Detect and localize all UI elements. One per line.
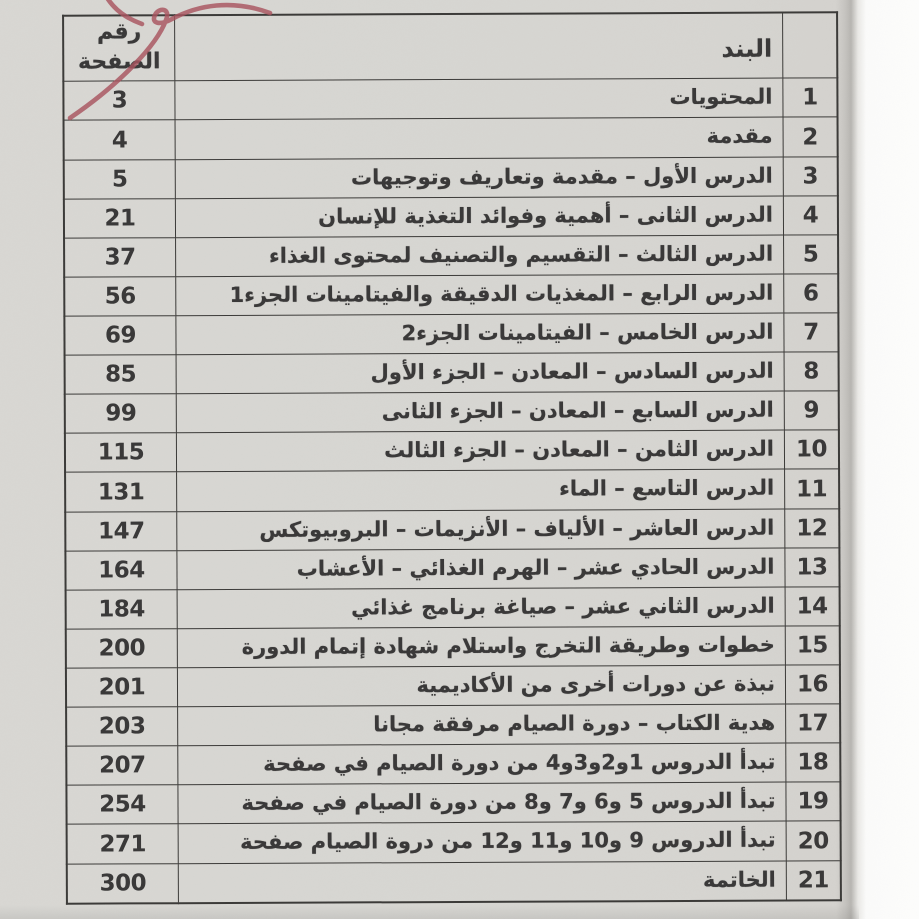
toc-item-cell: الدرس العاشر – الألياف – الأنزيمات – البروبيوتكس	[177, 509, 785, 551]
header-index-cell	[783, 12, 838, 78]
page-number-cell: 4	[64, 120, 176, 160]
toc-item-cell: الخاتمة	[178, 861, 786, 904]
row-number-cell: 9	[784, 391, 839, 430]
table-row	[64, 117, 838, 159]
toc-item-cell: تبدأ الدروس 5 و6 و7 و8 من دورة الصيام في صفحة	[178, 782, 786, 824]
page-number-cell: 3	[63, 81, 175, 121]
toc-item-cell: تبدأ الدروس 1و2و3و4 من دورة الصيام في صفحة	[178, 743, 786, 785]
page-number-cell: 203	[66, 707, 178, 747]
row-number-cell: 7	[784, 313, 839, 352]
header-page-label-line2: الصفحة	[77, 48, 161, 75]
page-number-cell: 300	[67, 863, 179, 903]
page-number-cell: 201	[66, 668, 178, 708]
row-number-cell: 10	[784, 430, 839, 469]
page-number-cell: 115	[65, 433, 177, 473]
table-row	[66, 626, 840, 668]
page-number-cell: 85	[65, 355, 177, 395]
page-number-cell: 184	[66, 589, 178, 629]
row-number-cell: 1	[783, 78, 838, 117]
table-row	[65, 391, 839, 433]
toc-item-cell: مقدمة	[175, 118, 783, 160]
page-number-cell: 200	[66, 629, 178, 669]
row-number-cell: 2	[783, 117, 838, 156]
toc-item-cell: الدرس الرابع – المغذيات الدقيقة والفيتامينات الجزء1	[176, 274, 784, 316]
toc-item-cell: الدرس الأول – مقدمة وتعاريف وتوجيهات	[175, 157, 783, 199]
toc-item-cell: الدرس الثامن – المعادن – الجزء الثالث	[176, 430, 784, 472]
toc-item-cell: الدرس التاسع – الماء	[177, 470, 785, 512]
table-header-row	[63, 12, 837, 81]
page-number-cell: 271	[67, 824, 179, 864]
row-number-cell: 5	[784, 235, 839, 274]
toc-item-cell: تبدأ الدروس 9 و10 و11 و12 من دروة الصيام صفحة	[178, 821, 786, 863]
table-row	[66, 704, 840, 746]
page-number-cell: 69	[64, 316, 176, 356]
page-number-cell: 147	[65, 511, 177, 551]
page-number-cell: 164	[65, 550, 177, 590]
toc-table	[62, 11, 842, 904]
row-number-cell: 15	[785, 626, 840, 665]
table-row	[65, 508, 839, 550]
page-number-cell: 5	[64, 159, 176, 199]
page-number-cell: 99	[65, 394, 177, 434]
table-row	[65, 352, 839, 394]
page-number-cell: 207	[66, 746, 178, 786]
row-number-cell: 19	[786, 782, 841, 821]
toc-item-cell: الدرس الحادي عشر – الهرم الغذائي – الأعشاب	[177, 548, 785, 590]
toc-item-cell: الدرس الثانى – أهمية وفوائد التغذية للإنسان	[175, 196, 783, 238]
toc-item-cell: الدرس الخامس – الفيتامينات الجزء2	[176, 313, 784, 355]
row-number-cell: 14	[785, 587, 840, 626]
table-row	[66, 587, 840, 629]
toc-item-cell: الدرس الثالث – التقسيم والتصنيف لمحتوى الغذاء	[176, 235, 784, 277]
row-number-cell: 4	[783, 196, 838, 235]
page-number-cell: 37	[64, 238, 176, 278]
table-row	[64, 313, 838, 355]
header-page-label	[63, 15, 175, 81]
page-number-cell: 254	[66, 785, 178, 825]
row-number-cell: 17	[786, 704, 841, 743]
toc-item-cell: الدرس السابع – المعادن – الجزء الثانى	[176, 391, 784, 433]
row-number-cell: 12	[785, 508, 840, 547]
row-number-cell: 6	[784, 274, 839, 313]
table-row	[66, 665, 840, 707]
table-row	[64, 156, 838, 198]
toc-item-cell: هدية الكتاب – دورة الصيام مرفقة مجانا	[178, 704, 786, 746]
row-number-cell: 20	[786, 821, 841, 860]
table-row	[64, 235, 838, 277]
header-page-label-line1: رقم	[96, 19, 142, 45]
row-number-cell: 8	[784, 352, 839, 391]
row-number-cell: 13	[785, 547, 840, 586]
table-row	[67, 860, 841, 903]
page-number-cell: 56	[64, 277, 176, 317]
table-row	[64, 274, 838, 316]
table-row	[66, 743, 840, 785]
page-number-cell: 131	[65, 472, 177, 512]
table-row	[67, 821, 841, 863]
row-number-cell: 21	[786, 860, 841, 900]
toc-item-cell: الدرس الثاني عشر – صياغة برنامج غذائي	[177, 587, 785, 629]
toc-item-cell: المحتويات	[175, 78, 783, 120]
table-row	[65, 469, 839, 511]
header-item-label: البند	[175, 13, 783, 82]
table-row	[64, 196, 838, 238]
row-number-cell: 11	[785, 469, 840, 508]
toc-item-cell: نبذة عن دورات أخرى من الأكاديمية	[177, 665, 785, 707]
table-row	[65, 547, 839, 589]
row-number-cell: 3	[783, 156, 838, 195]
row-number-cell: 16	[785, 665, 840, 704]
table-row	[66, 782, 840, 824]
page-number-cell: 21	[64, 198, 176, 238]
toc-item-cell: الدرس السادس – المعادن – الجزء الأول	[176, 352, 784, 394]
toc-item-cell: خطوات وطريقة التخرج واستلام شهادة إتمام الدورة	[177, 626, 785, 668]
row-number-cell: 18	[786, 743, 841, 782]
table-row	[63, 78, 837, 120]
table-row	[65, 430, 839, 472]
